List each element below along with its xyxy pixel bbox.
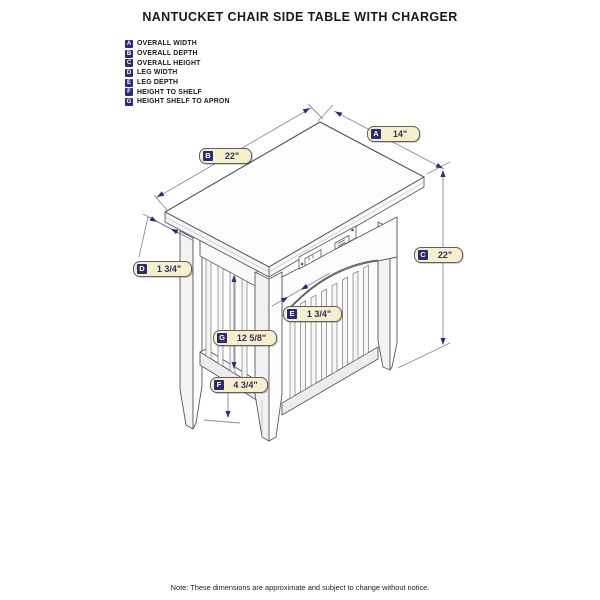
legend-key-a: A [126, 40, 132, 47]
legend-key-g: G [126, 98, 132, 105]
disclaimer-note: Note: These dimensions are approximate and subject to change without notice. [170, 583, 430, 592]
callout-key-f: F [214, 380, 224, 390]
callout-key-e: E [287, 309, 297, 319]
callout-key-g: G [217, 333, 227, 343]
callout-value-f: 4 3/4" [233, 380, 258, 390]
callout-value-a: 14" [392, 129, 408, 139]
legend-label-g: HEIGHT SHELF TO APRON [137, 98, 230, 106]
callout-value-g: 12 5/8" [236, 333, 267, 343]
legend-key-b: B [126, 50, 132, 57]
legend-key-f: F [125, 88, 133, 96]
legend-label-c: OVERALL HEIGHT [137, 59, 201, 67]
legend-label-f: HEIGHT TO SHELF [137, 88, 202, 96]
legend-key-c: C [126, 60, 132, 67]
callout-key-d: D [137, 264, 147, 274]
callout-leg-width [133, 261, 192, 277]
callout-value-e: 1 3/4" [306, 309, 332, 319]
legend-label-b: OVERALL DEPTH [137, 50, 198, 58]
callout-value-b: 22" [224, 151, 240, 161]
callout-overall-width [367, 126, 420, 142]
legend-key-e: E [126, 79, 131, 86]
callout-key-c: C [418, 250, 428, 260]
page-title: NANTUCKET CHAIR SIDE TABLE WITH CHARGER [142, 10, 458, 24]
callout-leg-depth [283, 306, 342, 322]
callout-key-b: B [203, 151, 213, 161]
legend-label-d: LEG WIDTH [137, 69, 178, 77]
callout-shelf-to-apron [213, 330, 277, 346]
callout-key-a: A [371, 129, 381, 139]
legend-label-e: LEG DEPTH [137, 79, 179, 87]
callout-value-d: 1 3/4" [156, 264, 182, 274]
legend-label-a: OVERALL WIDTH [137, 40, 197, 48]
callout-value-c: 22" [437, 250, 453, 260]
callout-height-to-shelf [210, 377, 268, 393]
callout-overall-depth [199, 148, 252, 164]
legend-key-d: D [126, 69, 132, 76]
callout-overall-height [414, 247, 463, 263]
